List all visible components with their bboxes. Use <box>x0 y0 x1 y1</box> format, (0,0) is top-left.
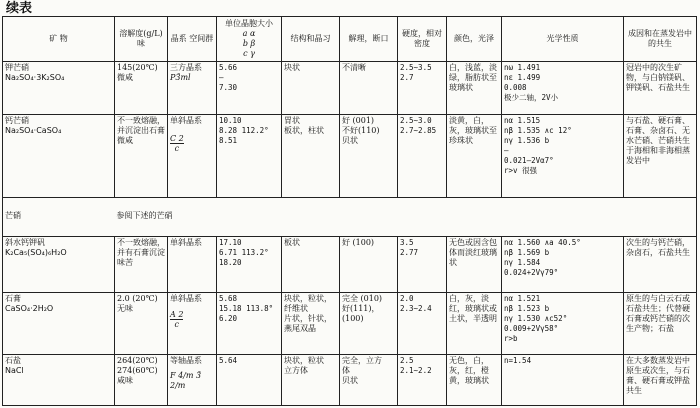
header-text: 矿 物 <box>49 34 68 43</box>
cell-text: 并沉淀出石膏 <box>117 126 165 135</box>
structure-cell <box>282 62 340 115</box>
header-text: a α <box>242 29 256 38</box>
cell-text: 不好(110) <box>342 126 380 135</box>
mineral-cell <box>3 62 115 115</box>
cell-text: F 4/m 3̄ 2/m <box>170 371 202 390</box>
space-group-fraction <box>170 134 184 153</box>
cell-text: n=1.54 <box>504 356 532 365</box>
unit-cell-cell <box>217 237 282 293</box>
cell-text: 极少二轴，2V小 <box>504 93 559 102</box>
cell-text: c <box>174 144 180 153</box>
cell-text: 274(60℃) <box>117 366 158 375</box>
header-text: 成因和在蒸发岩中的共生 <box>628 29 692 48</box>
col-color <box>447 17 502 62</box>
crystal-system-cell <box>168 115 217 198</box>
cleavage-cell <box>340 355 398 406</box>
color-cell <box>447 62 502 115</box>
solubility-cell <box>115 62 168 115</box>
unit-cell-cell <box>217 62 282 115</box>
cell-text: 145(20℃) <box>117 63 158 72</box>
col-hardness <box>398 17 447 62</box>
hardness-cell <box>398 115 447 198</box>
header-text: 光学性质 <box>546 34 579 43</box>
cell-text: 单斜晶系 <box>170 116 202 125</box>
cell-text: 10.10 <box>219 116 242 125</box>
cell-text: 8.51 <box>219 136 238 145</box>
note-cell <box>115 198 697 237</box>
optical-cell <box>502 62 624 115</box>
cleavage-cell <box>340 62 398 115</box>
unit-cell-cell <box>217 293 282 355</box>
structure-cell <box>282 293 340 355</box>
cell-text: 2.0 (20℃) <box>117 294 158 303</box>
cell-text: c <box>174 320 179 329</box>
mineral-formula: NaCl <box>5 366 24 375</box>
table-row <box>3 115 697 198</box>
cleavage-cell <box>340 237 398 293</box>
cell-text: 15.18 113.8° <box>219 304 274 313</box>
cell-text: 单斜晶系 <box>170 294 202 303</box>
color-cell <box>447 115 502 198</box>
mineral-name: 钙芒硝 <box>5 116 29 125</box>
cell-text: 白，浅蓝，淡绿，脂肪状至玻璃状 <box>449 63 497 92</box>
cell-text: 264(20℃) <box>117 356 158 365</box>
solubility-cell <box>115 115 168 198</box>
cell-text: 白，灰，淡红，玻璃状或土状，半透明 <box>449 294 497 323</box>
cell-text: C 2 <box>170 134 184 143</box>
cell-text: 18.20 <box>219 258 242 267</box>
table-row <box>3 198 697 237</box>
cell-text: 燕尾双晶 <box>284 324 316 333</box>
cell-text: nα 1.521 <box>504 294 541 303</box>
cell-text: 胃状 <box>284 116 300 125</box>
structure-cell <box>282 237 340 293</box>
mineral-cell <box>3 115 115 198</box>
color-cell <box>447 237 502 293</box>
col-crystal-system <box>168 17 217 62</box>
space-group-fraction <box>170 310 183 329</box>
cell-text: nω 1.491 <box>504 63 541 72</box>
optical-cell <box>502 355 624 406</box>
cell-text: 2.5~3.5 <box>400 63 432 72</box>
cell-text: 无色或因含包体而淡红玻璃状 <box>449 238 497 267</box>
table-row <box>3 62 697 115</box>
unit-cell-cell <box>217 115 282 198</box>
cell-text: 完全，立方 <box>342 356 382 365</box>
cell-text: 不一致熔融， <box>117 116 165 125</box>
cell-text: 并有石膏沉淀 <box>117 248 165 257</box>
genesis-cell <box>624 62 697 115</box>
mineral-cell <box>3 198 115 237</box>
col-unit-cell <box>217 17 282 62</box>
col-mineral <box>3 17 115 62</box>
header-text: 硬度，相对密度 <box>402 29 442 48</box>
mineral-name: 石盐 <box>5 356 21 365</box>
mineral-formula: K₂Ca₅(SO₄)₆H₂O <box>5 248 67 257</box>
cell-text: P3̄ml <box>170 73 191 82</box>
cell-text: 体 <box>342 366 350 375</box>
crystal-system-cell <box>168 293 217 355</box>
solubility-cell <box>115 355 168 406</box>
cell-text: 2.0 <box>400 294 414 303</box>
solubility-cell <box>115 293 168 355</box>
mineral-formula: Na₂SO₄·CaSO₄ <box>5 126 62 135</box>
cell-text: 不清晰 <box>342 63 366 72</box>
table-row <box>3 293 697 355</box>
hardness-cell <box>398 355 447 406</box>
mineral-name: 斜水钙钾矾 <box>5 238 45 247</box>
cell-text: (100) <box>342 314 364 323</box>
cell-text: nβ 1.569 b <box>504 248 550 257</box>
mineral-name: 石膏 <box>5 294 21 303</box>
cell-text: 纤维状 <box>284 304 308 313</box>
cell-text: 片状，针状， <box>284 314 332 323</box>
genesis-cell <box>624 237 697 293</box>
cell-text: 0.021—2Vα7° <box>504 156 554 165</box>
mineral-formula: CaSO₄·2H₂O <box>5 304 54 313</box>
cell-text: 完全 (010) <box>342 294 383 303</box>
cell-text: nγ 1.584 <box>504 258 541 267</box>
page-title: 续表 <box>6 1 33 16</box>
cell-text: 参阅下述的芒硝 <box>116 211 173 220</box>
header-text: 颜色，光泽 <box>454 34 494 43</box>
color-cell <box>447 355 502 406</box>
header-text: c γ <box>243 49 255 58</box>
cell-text: 6.71 113.2° <box>219 248 269 257</box>
cell-text: 等轴晶系 <box>170 356 202 365</box>
cell-text: 无味 <box>117 304 133 313</box>
cell-text: 0.008 <box>504 83 527 92</box>
cell-text: 微咸 <box>117 136 133 145</box>
col-structure <box>282 17 340 62</box>
cell-text: 在大多数蒸发岩中原生或次生，与石膏、硬石膏或钾盐共生 <box>626 356 690 395</box>
cell-text: r>b <box>504 334 518 343</box>
cell-text: 三方晶系 <box>170 63 202 72</box>
header-text: 解理，断口 <box>348 34 389 43</box>
structure-cell <box>282 355 340 406</box>
cell-text: nε 1.499 <box>504 73 541 82</box>
cell-text: 块状 <box>284 63 300 72</box>
cell-text: 好 (001) <box>342 116 375 125</box>
cleavage-cell <box>340 293 398 355</box>
cell-text: 块状，粒状 <box>284 356 324 365</box>
cell-text: nβ 1.535 ∧c 12° <box>504 126 572 135</box>
col-solubility <box>115 17 168 62</box>
cell-text: 17.10 <box>219 238 242 247</box>
cell-text: 5.66 <box>219 63 238 72</box>
crystal-system-cell <box>168 62 217 115</box>
genesis-cell <box>624 355 697 406</box>
cell-text: nγ 1.530 ∧c52° <box>504 314 568 323</box>
cell-text: 块状，粒状， <box>284 294 332 303</box>
col-optical <box>502 17 624 62</box>
cell-text: 板状，柱状 <box>284 126 324 135</box>
cell-text: r>v 很强 <box>504 166 538 175</box>
cell-text: 无色，白，灰，红，橙黄，玻璃状 <box>449 356 489 385</box>
mineral-cell <box>3 293 115 355</box>
cell-text: 2.5~3.0 <box>400 116 432 125</box>
cell-text: A 2 <box>170 310 184 319</box>
cell-text: 贝状 <box>342 136 358 145</box>
color-cell <box>447 293 502 355</box>
cell-text: nγ 1.536 b <box>504 136 550 145</box>
genesis-cell <box>624 115 697 198</box>
header-text: 结构和晶习 <box>290 34 331 43</box>
cell-text: 2.5 <box>400 356 414 365</box>
cell-text: 淡黄，白，灰，玻璃状至珍珠状 <box>449 116 497 145</box>
cell-text: 2.3~2.4 <box>400 304 432 313</box>
cell-text: 好 (100) <box>342 238 375 247</box>
cell-text: 贝状 <box>342 376 358 385</box>
cell-text: 咸味 <box>117 376 133 385</box>
crystal-system-cell <box>168 355 217 406</box>
cell-text: 单斜晶系 <box>170 238 202 247</box>
cell-text: 2.77 <box>400 248 419 257</box>
cell-text: 次生的与钙芒硝，杂卤石，石盐共生 <box>626 238 690 257</box>
cell-text: 8.28 112.2° <box>219 126 269 135</box>
cell-text: 冠岩中的次生矿物，与白钠镁矾、钾镁矾、石盐共生 <box>626 63 690 92</box>
solubility-cell <box>115 237 168 293</box>
genesis-cell <box>624 293 697 355</box>
cell-text: 5.64 <box>219 356 238 365</box>
optical-cell <box>502 237 624 293</box>
cell-text: 微咸 <box>117 73 133 82</box>
optical-cell <box>502 293 624 355</box>
cell-text: — <box>504 146 509 155</box>
cell-text: 2.7 <box>400 73 414 82</box>
hardness-cell <box>398 293 447 355</box>
cell-text: 好(111)， <box>342 304 380 313</box>
mineral-formula: Na₂SO₄·3K₂SO₄ <box>5 73 65 82</box>
unit-cell-cell <box>217 355 282 406</box>
header-row <box>3 17 697 62</box>
cell-text: 板状 <box>284 238 300 247</box>
cell-text: 6.20 <box>219 314 238 323</box>
cell-text: 与石盐、硬石膏、石膏、杂卤石、无水芒硝、芒硝共生于海相和非海相蒸发岩中 <box>626 116 690 165</box>
cell-text: 原生的与白云石或石盐共生；代替硬石膏或钙芒硝的次生产物；石盐 <box>626 294 690 333</box>
header-text: 单位晶胞大小 <box>225 19 273 28</box>
header-text: 溶解度(g/L) 味 <box>119 29 163 48</box>
cell-text: 2.1~2.2 <box>400 366 432 375</box>
cell-text: 3.5 <box>400 238 414 247</box>
cell-text: 7.30 <box>219 83 238 92</box>
header-text: 晶系 空间群 <box>170 34 214 43</box>
hardness-cell <box>398 237 447 293</box>
cell-text: 味苦 <box>117 258 133 267</box>
cell-text: 0.024+2Vγ79° <box>504 268 559 277</box>
cell-text: 0.009+2Vγ58° <box>504 324 559 333</box>
col-genesis <box>624 17 697 62</box>
table-row <box>3 355 697 406</box>
cell-text: 立方体 <box>284 366 308 375</box>
cell-text: nα 1.515 <box>504 116 541 125</box>
header-text: b β <box>242 39 256 48</box>
cell-text: — <box>219 73 224 82</box>
mineral-cell <box>3 355 115 406</box>
mineral-name: 钾芒硝 <box>5 63 29 72</box>
structure-cell <box>282 115 340 198</box>
cell-text: nα 1.560 ∧a 40.5° <box>504 238 581 247</box>
cell-text: 不一致熔融， <box>117 238 165 247</box>
mineral-table <box>2 16 697 406</box>
col-cleavage <box>340 17 398 62</box>
table-row <box>3 237 697 293</box>
cell-text: 5.68 <box>219 294 238 303</box>
mineral-cell <box>3 237 115 293</box>
cleavage-cell <box>340 115 398 198</box>
cell-text: 2.7~2.85 <box>400 126 437 135</box>
crystal-system-cell <box>168 237 217 293</box>
mineral-name: 芒硝 <box>5 211 21 220</box>
cell-text: nβ 1.523 b <box>504 304 550 313</box>
hardness-cell <box>398 62 447 115</box>
optical-cell <box>502 115 624 198</box>
